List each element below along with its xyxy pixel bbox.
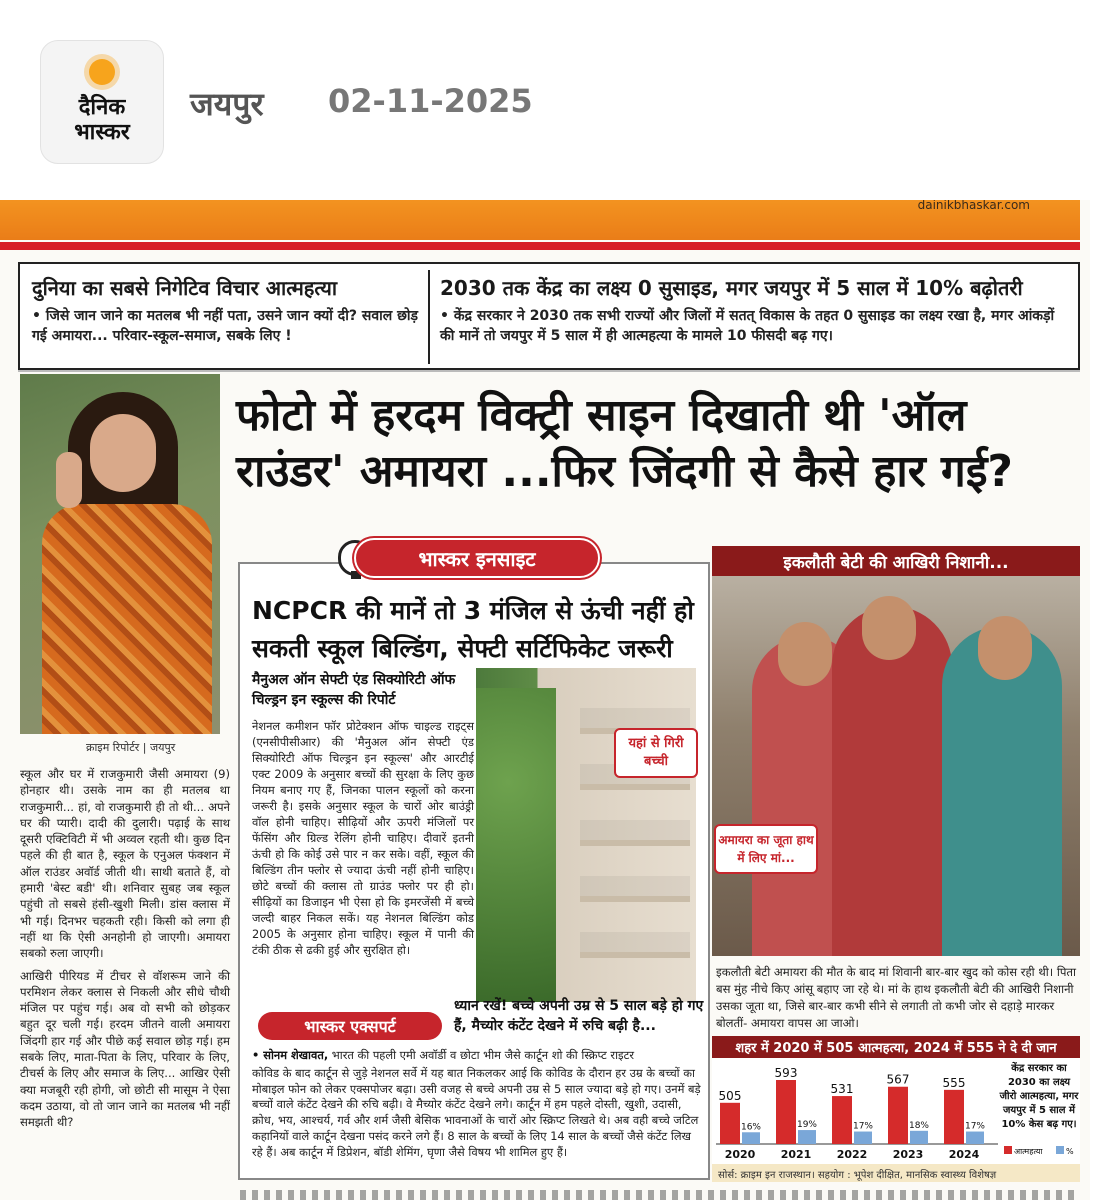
balcony	[580, 876, 690, 902]
masthead-red-rule	[0, 242, 1080, 250]
left-paragraph-2: आखिरी पीरियड में टीचर से वॉशरूम जाने की परमिशन लेकर क्लास से निकली और सीधे चौथी मंजिल पर पहुंच गई। अब वो सभी को छोड़कर बहुत दूर चली गई। हरदम जीतने वाली अमायरा जिंदगी हार गई और पीछे कई सवाल छोड़ गई। हम सबके लिए, माता-पिता के लिए, परिवार के लिए, टीचर्स के लिए और समाज के लिए... आखिर ऐसी क्या मजबूरी रही होगी, जो छोटी सी मासूम ने ऐसा कदम उठाया, वो तो जान जाने का मतलब भी नहीं समझती थी?	[20, 968, 230, 1130]
bar-label-suicides-2024: 555	[942, 1075, 966, 1090]
left-article	[20, 766, 230, 1137]
main-headline: फोटो में हरदम विक्ट्री साइन दिखाती थी 'ऑल राउंडर' अमायरा ...फिर जिंदगी से कैसे हार गई?	[236, 390, 1013, 497]
face-shape	[862, 596, 916, 660]
expert-body: कोविड के बाद कार्टून से जुड़े नेशनल सर्वे में यह बात निकलकर आई कि कोविड के दौरान हर उम्र के बच्चों का मोबाइल फोन को लेकर एक्सपोजर बढ़ा। उसी वजह से बच्चे अपनी उम्र से 5 साल ज्यादा बड़े हो गए। उनमें बड़े बच्चों वाले कंटेंट देखने की रुचि बढ़ी। वे मैच्योर कंटेंट देखने लगे। कार्टून में हम पहले दोस्ती, खुशी, उदासी, क्रोध, भय, आश्चर्य, गर्व और शर्म जैसी बेसिक भावनाओं के चारों ओर स्क्रिप्ट लिखते थे। अब वही बच्चे जटिल कहानियों वाले कार्टून देखना पसंद करने लगे हैं। 8 साल के बच्चों के लिए 14 साल के बच्चों जैसे कंटेंट लिख रहे हैं। अब कार्टून में डिप्रेशन, बॉडी शेमिंग, घृणा जैसे विषय भी शामिल हुए हैं।	[252, 1065, 701, 1159]
app-header	[0, 0, 1114, 190]
dainik-bhaskar-logo[interactable]	[40, 40, 164, 164]
girl-face	[90, 414, 156, 492]
x-tick-2021: 2021	[780, 1148, 812, 1161]
strip-left-heading: दुनिया का सबसे निगेटिव विचार आत्महत्या	[32, 276, 337, 300]
expert-article	[252, 1048, 704, 1161]
strip-divider	[428, 270, 430, 364]
strip-right-body: • केंद्र सरकार ने 2030 तक सभी राज्यों और जिलों में सतत् विकास के तहत 0 सुसाइड का लक्ष्य रखा है, मगर आंकड़ों की मानें तो जयपुर में 5 साल में ही आत्महत्या के मामले 10 फीसदी बढ़ गए।	[440, 308, 1055, 344]
bar-suicides-2024	[944, 1090, 964, 1144]
edition-city[interactable]: जयपुर	[190, 85, 264, 123]
strip-left-body: • जिसे जान जाने का मतलब भी नहीं पता, उसने जान क्यों दी? सवाल छोड़ गई अमायरा... परिवार-स्कूल-समाज, सबके लिए !	[32, 308, 419, 344]
bar-suicides-2020	[720, 1103, 740, 1144]
bar-percent-2024	[966, 1132, 984, 1144]
tree-shape	[476, 688, 556, 1002]
bar-label-suicides-2022: 531	[830, 1082, 854, 1097]
bar-label-suicides-2020: 505	[718, 1088, 742, 1103]
balcony	[580, 820, 690, 846]
balcony	[580, 932, 690, 958]
school-building-photo	[476, 668, 696, 1002]
bar-label-suicides-2021: 593	[774, 1066, 798, 1080]
expert-headline: ध्यान रखें! बच्चे अपनी उम्र से 5 साल बड़े हो गए हैं, मैच्योर कंटेंट देखने में रुचि बढ़ी है...	[454, 998, 704, 1034]
logo-line-1: दैनिक	[78, 95, 126, 120]
top-strip	[18, 262, 1080, 370]
legend-label-percent: %	[1066, 1147, 1074, 1156]
face-shape	[978, 616, 1032, 680]
chart-title: शहर में 2020 में 505 आत्महत्या, 2024 में 555 ने दे दी जान	[712, 1036, 1080, 1058]
girl-photo	[20, 374, 220, 734]
sun-icon	[89, 59, 115, 85]
mother-photo-caption: इकलौती बेटी अमायरा की मौत के बाद मां शिवानी बार-बार खुद को कोस रही थी। पिता बस मुंह नीचे किए आंसू बहाए जा रहे थे। मां के हाथ इकलौती बेटी की आखिरी निशानी उसका जूता था, जिसे बार-बार कभी सीने से लगाती तो कभी जोर से दहाड़े मारकर बोलतीं- अमायरा वापस आ जाओ।	[716, 965, 1077, 1030]
bar-label-percent-2024: 17%	[964, 1121, 986, 1132]
legend-swatch-suicides	[1004, 1146, 1012, 1154]
insight-subheading: मैनुअल ऑन सेफ्टी एंड सिक्योरिटी ऑफ चिल्ड्रन इन स्कूल्स की रिपोर्ट	[252, 672, 456, 708]
victory-sign-icon	[56, 452, 82, 508]
bar-percent-2023	[910, 1131, 928, 1144]
logo-line-2: भास्कर	[74, 120, 130, 145]
girl-dress	[42, 504, 212, 734]
x-tick-2023: 2023	[892, 1148, 924, 1161]
bar-percent-2020	[742, 1132, 760, 1144]
mother-photo	[712, 576, 1080, 956]
website-watermark: dainikbhaskar.com	[917, 200, 1030, 212]
page-cut-edge	[240, 1190, 1080, 1200]
legend-swatch-percent	[1056, 1146, 1064, 1154]
source-line: सोर्स: क्राइम इन राजस्थान। सहयोग : भूपेश दीक्षित, मानसिक स्वास्थ्य विशेषज्ञ	[712, 1164, 1080, 1182]
bar-suicides-2023	[888, 1087, 908, 1144]
bar-label-percent-2022: 17%	[852, 1121, 874, 1132]
x-tick-2022: 2022	[836, 1148, 868, 1161]
strip-right-heading: 2030 तक केंद्र का लक्ष्य 0 सुसाइड, मगर जयपुर में 5 साल में 10% बढ़ोतरी	[440, 276, 1023, 300]
bar-label-percent-2023: 18%	[908, 1120, 930, 1131]
bhaskar-expert-tag: भास्कर एक्सपर्ट	[258, 1012, 442, 1040]
fall-location-callout: यहां से गिरी बच्ची	[614, 728, 698, 778]
bhaskar-insight-tag: भास्कर इनसाइट	[354, 538, 600, 578]
legend-label-suicides: आत्महत्या	[1014, 1147, 1043, 1156]
masthead-banner	[0, 200, 1080, 240]
mother-story-heading: इकलौती बेटी की आखिरी निशानी...	[712, 546, 1080, 576]
bar-suicides-2022	[832, 1096, 852, 1144]
bar-label-percent-2020: 16%	[740, 1122, 762, 1133]
chart-note: केंद्र सरकार का 2030 का लक्ष्य जीरो आत्महत्या, मगर जयपुर में 5 साल में 10% केस बढ़ गए।	[999, 1063, 1079, 1130]
photo-credit: क्राइम रिपोर्टर | जयपुर	[86, 741, 176, 754]
x-tick-2020: 2020	[724, 1148, 756, 1161]
x-tick-2024: 2024	[948, 1148, 980, 1161]
edition-date[interactable]: 02-11-2025	[328, 82, 533, 120]
bar-percent-2022	[854, 1132, 872, 1144]
insight-heading: NCPCR की मानें तो 3 मंजिल से ऊंची नहीं हो सकती स्कूल बिल्डिंग, सेफ्टी सर्टिफिकेट जरूरी	[252, 596, 694, 663]
left-paragraph-1: स्कूल और घर में राजकुमारी जैसी अमायरा (9) होनहार थी। उसके नाम का ही मतलब था राजकुमारी... हां, वो राजकुमारी ही तो थी... अपने घर की प्यारी। दादी की दुलारी। पढ़ाई के साथ दूसरी एक्टिविटी में भी अव्वल रहती थी। कुछ दिन पहले की ही बात है, स्कूल के एनुअल फंक्शन में ऑल राउंडर अवॉर्ड जीती थी। साथी बताते हैं, वो हमारी 'बेस्ट बडी' थी। शनिवार सुबह जब स्कूल पहुंची तो सबसे हंसी-खुशी मिली। डांस क्लास में भी गई। दिनभर चहकती रही। किसी को लगा ही नहीं था कि ऐसी अनहोनी हो जाएगी। अमायरा सबको रुला जाएगी।	[20, 767, 230, 961]
bar-suicides-2021	[776, 1080, 796, 1144]
bar-percent-2021	[798, 1130, 816, 1144]
bar-label-suicides-2023: 567	[886, 1072, 910, 1087]
insight-body: नेशनल कमीशन फॉर प्रोटेक्शन ऑफ चाइल्ड राइट्स (एनसीपीसीआर) की 'मैनुअल ऑन सेफ्टी एंड सिक्योरिटी ऑफ चिल्ड्रन इन स्कूल्स' और आरटीई एक्ट 2009 के अनुसार बच्चों की सुरक्षा के लिए कुछ नियम बनाए गए हैं, जिनका पालन स्कूलों को करना जरूरी है। इसके अनुसार स्कूल के चारों ओर बाउंड्री वॉल होनी चाहिए। सीढ़ियों और ऊपरी मंजिलों पर फेंसिंग और ग्रिल्ड रेलिंग होनी चाहिए। दीवारें इतनी ऊंची हो कि कोई उसे पार न कर सके। वहीं, स्कूल की बिल्डिंग तीन फ्लोर से ज्यादा ऊंची नहीं होनी चाहिए। छोटे बच्चों की क्लास तो ग्राउंड फ्लोर पर ही हो। सीढ़ियों का डिजाइन भी ऐसा हो कि इमरजेंसी में बच्चे जल्दी बाहर निकल सकें। यह नेशनल बिल्डिंग कोड 2005 के अनुसार होना चाहिए। स्कूल में पानी की टंकी ठीक से ढकी हुई और सुरक्षित हो।	[252, 719, 474, 957]
expert-name: • सोनम शेखावत,	[252, 1048, 329, 1062]
expert-intro: भारत की पहली एमी अवॉर्डी व छोटा भीम जैसे कार्टून शो की स्क्रिप्ट राइटर	[328, 1048, 635, 1062]
shoe-callout: अमायरा का जूता हाथ में लिए मां...	[714, 824, 818, 874]
face-shape	[778, 622, 832, 686]
bar-label-percent-2021: 19%	[796, 1120, 818, 1131]
